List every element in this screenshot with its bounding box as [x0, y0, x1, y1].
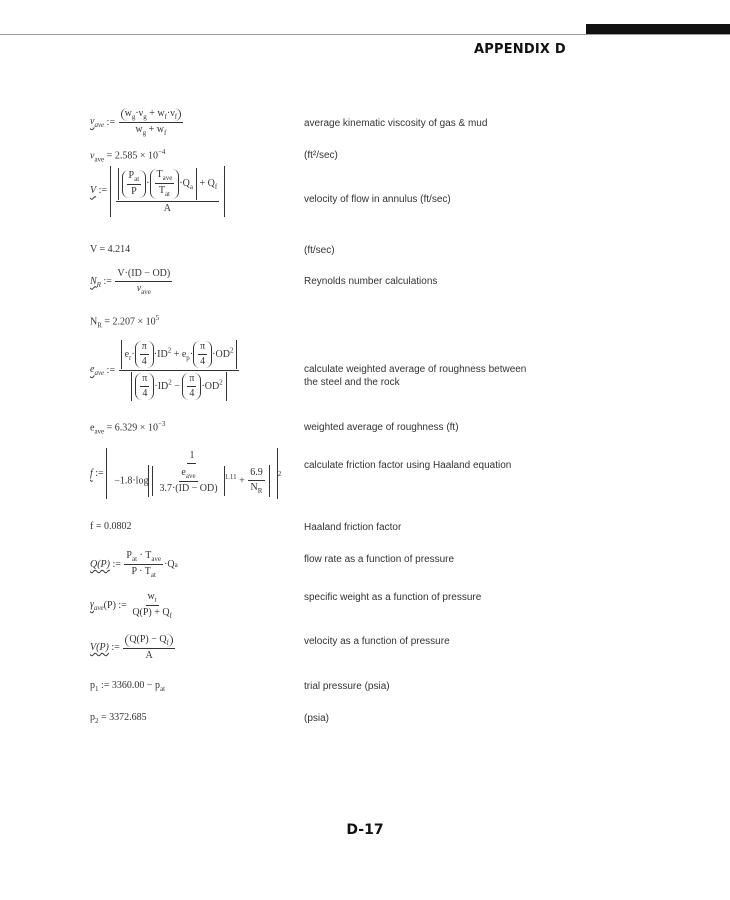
result-nu-ave: $\nu_{ave} = 2.585 \times 10^{-4}$: [90, 148, 166, 164]
desc-roughness-result: weighted average of roughness (ft): [304, 422, 459, 433]
result-p1: $p_1$ := $3360.00 - p_{at}$: [90, 680, 166, 693]
equation-specific-weight: $\gamma_{ave}$ (P) := $\frac{w_t}{Q(P) + Q_f}$: [90, 591, 172, 621]
desc-friction: calculate friction factor using Haaland equation: [304, 460, 512, 471]
desc-roughness-line1: calculate weighted average of roughness between: [304, 364, 527, 375]
equation-velocity: V := $\frac{P_{at}}{P}$ · $\frac{T_{ave}}{T_{at}}$ $\cdot Q_a + Q_f$ A: [90, 166, 225, 217]
equation-nu-ave: $\nu_{ave}$ := $\frac{w_g\cdot\nu_g + w_f\cdot\nu_f}{w_g + w_f}$: [90, 108, 184, 138]
desc-velocity-unit: (ft/sec): [304, 245, 335, 256]
result-friction: f = 0.0802: [90, 521, 132, 532]
desc-specific-weight: specific weight as a function of pressure: [304, 592, 482, 603]
equation-roughness: $e_{ave}$ := $e_r\cdot$ $\frac{\pi}{4}$ $\cdot ID^2 + e_p\cdot$ $\frac{\pi}{4}$ $\cdot OD^2$ $\frac{\pi}{4}$ $\cdot ID^2$ − $\frac{\pi}{4}$ $\cdot OD^2$: [90, 340, 240, 401]
equation-friction: f := 1 −1.8·log $\frac{e_{ave}}{3.7\cdot(ID - OD)}$ $^{1.11}$ + $\frac{6.9}{N_R}$ 2: [90, 448, 281, 499]
desc-roughness-line2: the steel and the rock: [304, 377, 400, 388]
desc-roughness: [304, 363, 526, 389]
result-velocity: V = 4.214: [90, 244, 131, 255]
page-number: D-17: [346, 822, 384, 838]
desc-p2: (psia): [304, 713, 330, 724]
equation-velocity-pressure: V(P) := $\frac{Q(P) - Q_f}{A}$: [90, 634, 176, 662]
desc-friction-result: Haaland friction factor: [304, 522, 402, 533]
result-reynolds: $N_R = 2.207 \times 10^5$: [90, 314, 160, 330]
header-rule: [0, 34, 730, 35]
desc-nu-ave: average kinematic viscosity of gas & mud: [304, 118, 488, 129]
desc-p1: trial pressure (psia): [304, 681, 390, 692]
result-roughness: $e_{ave} = 6.329 \times 10^{-3}$: [90, 420, 166, 436]
result-p2: $p_2 = 3372.685$: [90, 712, 147, 725]
equation-reynolds: $N_R$ := $\frac{V\cdot(ID - OD)}{\nu_{ave}}$: [90, 268, 171, 296]
desc-reynolds: Reynolds number calculations: [304, 276, 438, 287]
equation-flow-rate: Q(P) := $\frac{P_{at} \cdot T_{ave}}{P \cdot T_{at}}$ ·Q a: [90, 550, 178, 580]
desc-velocity: velocity of flow in annulus (ft/sec): [304, 194, 451, 205]
desc-flow-rate: flow rate as a function of pressure: [304, 554, 455, 565]
desc-velocity-pressure: velocity as a function of pressure: [304, 636, 450, 647]
desc-nu-ave-unit: (ft²/sec): [304, 150, 338, 161]
page-header-title: APPENDIX D: [474, 42, 566, 57]
